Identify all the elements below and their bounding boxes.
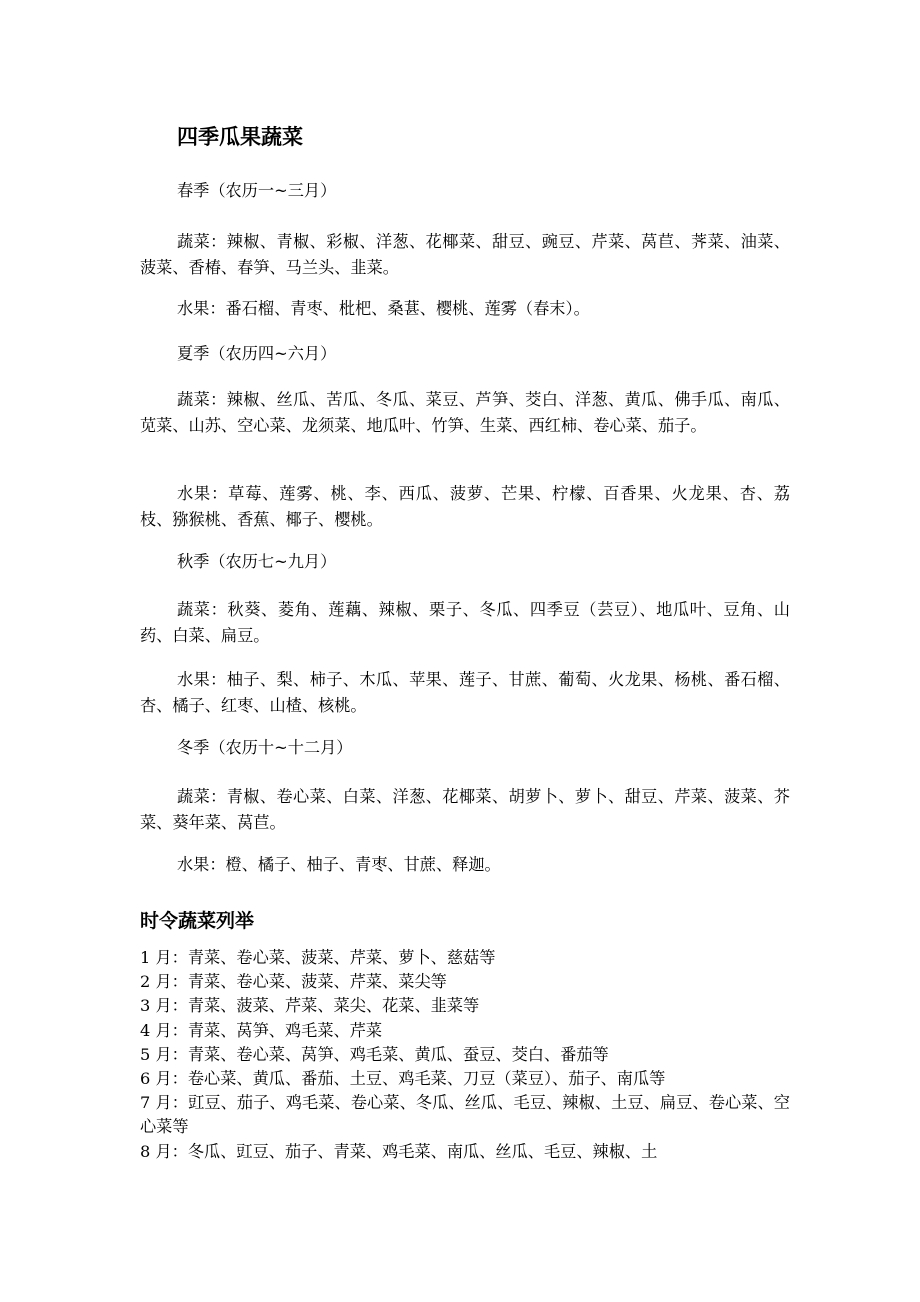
spring-fruits: 水果：番石榴、青枣、枇杷、桑葚、樱桃、莲雾（春末）。 <box>177 299 590 318</box>
spring-heading: 春季（农历一~三月） <box>177 181 337 200</box>
autumn-fruits: 水果：柚子、梨、柿子、木瓜、苹果、莲子、甘蔗、葡萄、火龙果、杨桃、番石榴、杏、橘子、红枣、山楂、核桃。 <box>140 670 790 715</box>
month-item: 1 月：青菜、卷心菜、菠菜、芹菜、萝卜、慈菇等 <box>140 948 496 967</box>
spring-vegetables: 蔬菜：辣椒、青椒、彩椒、洋葱、花椰菜、甜豆、豌豆、芹菜、莴苣、荠菜、油菜、菠菜、香椿、春笋、马兰头、韭菜。 <box>140 232 790 277</box>
month-item: 2 月：青菜、卷心菜、菠菜、芹菜、菜尖等 <box>140 972 447 992</box>
winter-fruits: 水果：橙、橘子、柚子、青枣、甘蔗、释迦。 <box>177 855 501 874</box>
month-item: 3 月：青菜、菠菜、芹菜、菜尖、花菜、韭菜等 <box>140 996 480 1016</box>
summer-heading: 夏季（农历四~六月） <box>177 344 337 363</box>
month-item: 6 月：卷心菜、黄瓜、番茄、土豆、鸡毛菜、刀豆（菜豆）、茄子、南瓜等 <box>140 1069 666 1089</box>
monthly-vegetable-list <box>140 946 790 1164</box>
month-item: 7 月：豇豆、茄子、鸡毛菜、卷心菜、冬瓜、丝瓜、毛豆、辣椒、土豆、扁豆、卷心菜、空心菜等 <box>140 1093 790 1137</box>
autumn-heading: 秋季（农历七~九月） <box>177 552 337 571</box>
autumn-vegetables: 蔬菜：秋葵、菱角、莲藕、辣椒、栗子、冬瓜、四季豆（芸豆）、地瓜叶、豆角、山药、白菜、扁豆。 <box>140 600 790 645</box>
winter-heading: 冬季（农历十~十二月） <box>177 738 353 757</box>
month-item: 8 月：冬瓜、豇豆、茄子、青菜、鸡毛菜、南瓜、丝瓜、毛豆、辣椒、土 <box>140 1141 658 1161</box>
summer-vegetables: 蔬菜：辣椒、丝瓜、苦瓜、冬瓜、菜豆、芦笋、茭白、洋葱、黄瓜、佛手瓜、南瓜、苋菜、山苏、空心菜、龙须菜、地瓜叶、竹笋、生菜、西红柿、卷心菜、茄子。 <box>140 390 790 435</box>
month-item: 4 月：青菜、莴笋、鸡毛菜、芹菜 <box>140 1020 383 1040</box>
section-title-monthly-vegetables: 时令蔬菜列举 <box>140 910 255 932</box>
month-item: 5 月：青菜、卷心菜、莴笋、鸡毛菜、黄瓜、蚕豆、茭白、番茄等 <box>140 1044 609 1064</box>
winter-vegetables: 蔬菜：青椒、卷心菜、白菜、洋葱、花椰菜、胡萝卜、萝卜、甜豆、芹菜、菠菜、芥菜、葵年菜、莴苣。 <box>140 787 790 832</box>
section-title-seasonal-produce: 四季瓜果蔬菜 <box>177 125 303 149</box>
summer-fruits: 水果：草莓、莲雾、桃、李、西瓜、菠萝、芒果、柠檬、百香果、火龙果、杏、荔枝、猕猴桃、香蕉、椰子、樱桃。 <box>140 484 790 529</box>
